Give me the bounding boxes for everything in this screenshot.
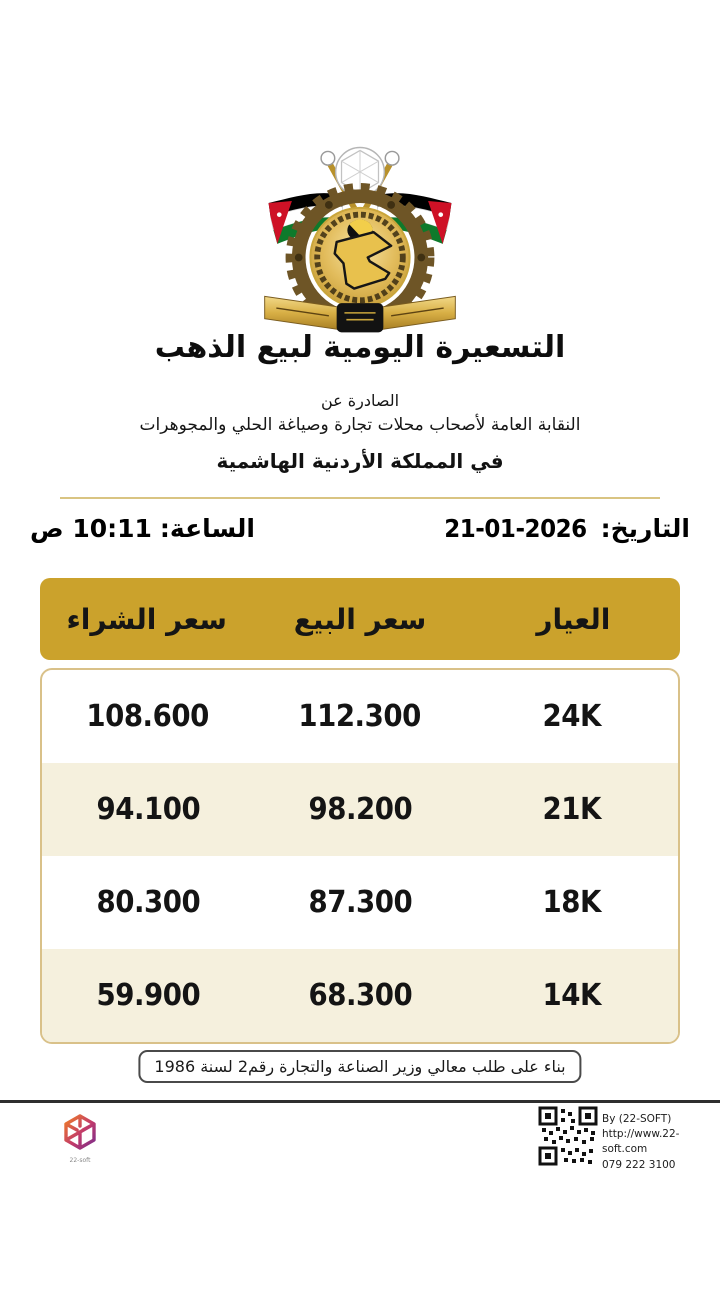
time-label: الساعة: [159, 514, 255, 543]
karat-value: 21K [542, 792, 602, 827]
time-field [30, 514, 255, 543]
organization-name: النقابة العامة لأصحاب محلات تجارة وصياغة الحلي والمجوهرات [139, 415, 581, 435]
footer-divider [0, 1100, 720, 1103]
buy-price: 94.100 [96, 792, 200, 827]
karat-value: 24K [542, 699, 602, 734]
karat-value: 14K [542, 978, 602, 1013]
buy-price: 108.600 [86, 699, 210, 734]
buy-price: 59.900 [96, 978, 200, 1013]
column-header-buy-price: سعر الشراء [66, 602, 227, 636]
price-table-header [40, 578, 680, 660]
page-title: التسعيرة اليومية لبيع الذهب [154, 330, 566, 365]
date-label: التاريخ: [600, 514, 690, 543]
sell-price: 68.300 [308, 978, 412, 1013]
date-value: 21-01-2026 [443, 514, 587, 543]
table-row-24k [42, 670, 678, 763]
date-field [438, 514, 690, 543]
price-table-body [40, 668, 680, 1044]
sell-price: 87.300 [308, 885, 412, 920]
karat-value: 18K [542, 885, 602, 920]
credits-by: By (22-SOFT) [602, 1113, 672, 1125]
gold-divider-rule [60, 497, 660, 499]
cube-icon [60, 1112, 100, 1152]
datetime-row [30, 514, 690, 543]
credits-url: http://www.22-soft.com [602, 1128, 680, 1156]
sell-price: 112.300 [298, 699, 422, 734]
buy-price: 80.300 [96, 885, 200, 920]
software-credits [602, 1112, 720, 1173]
vendor-logo-caption: 22-soft [69, 1157, 91, 1164]
table-row-18k [42, 856, 678, 949]
issued-by-label: الصادرة عن [320, 391, 400, 410]
diamond-icon [336, 148, 385, 197]
credits-phone: 079 222 3100 [602, 1158, 676, 1171]
time-value: 10:11 ص [30, 514, 152, 543]
sell-price: 98.200 [308, 792, 412, 827]
country-line: في المملكة الأردنية الهاشمية [216, 449, 504, 473]
table-row-21k [42, 763, 678, 856]
syndicate-emblem [253, 140, 467, 336]
column-header-sell-price: سعر البيع [293, 602, 427, 636]
table-row-14k [42, 949, 678, 1042]
software-vendor-logo [56, 1112, 104, 1164]
column-header-karat: العيار [536, 602, 611, 636]
qr-code-icon [538, 1106, 598, 1166]
syndicate-emblem-graphic [253, 140, 467, 336]
ministerial-note: بناء على طلب معالي وزير الصناعة والتجارة رقم2 لسنة 1986 [138, 1050, 581, 1083]
